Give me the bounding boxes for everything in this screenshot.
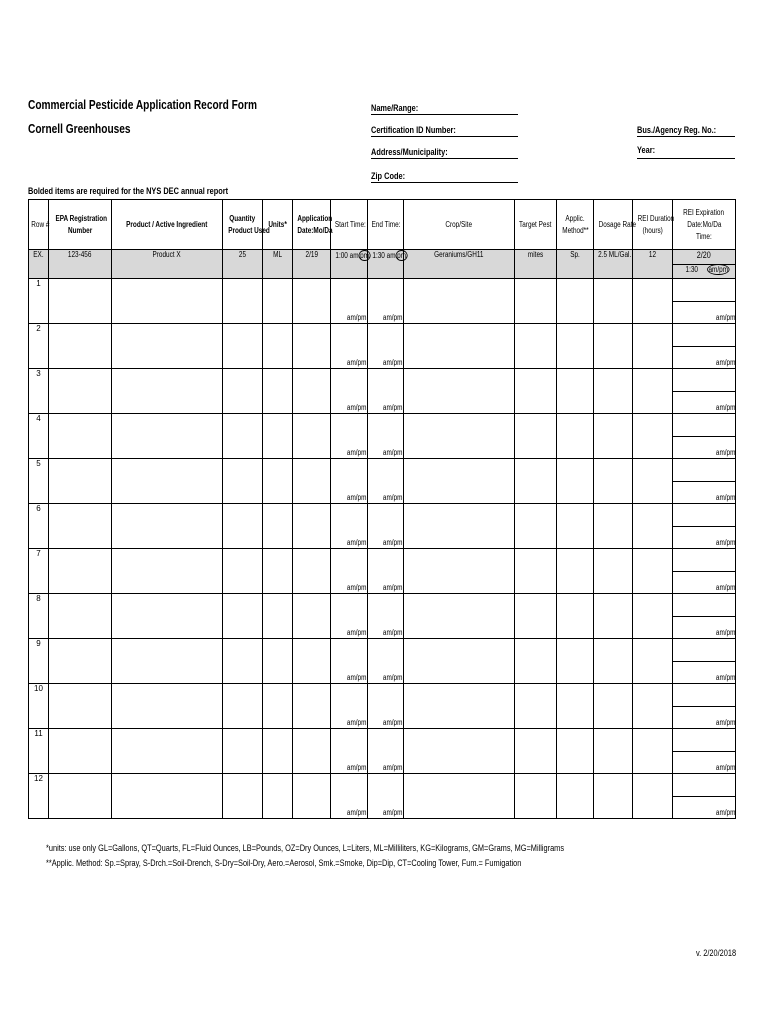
dosage-cell[interactable] (594, 414, 633, 459)
record-row (29, 729, 736, 774)
version-label: v. 2/20/2018 (696, 948, 737, 958)
start-time-cell[interactable] (331, 369, 368, 414)
epa-cell[interactable] (49, 324, 112, 369)
method-cell[interactable] (557, 729, 594, 774)
ampm-label: am/pm (382, 313, 402, 322)
product-cell[interactable] (112, 684, 223, 729)
expiration-date-cell[interactable] (673, 459, 735, 482)
ampm-label: am/pm (715, 583, 735, 592)
units-cell[interactable] (263, 594, 293, 639)
target-pest-cell[interactable] (515, 774, 557, 819)
expiration-date-cell[interactable] (673, 414, 735, 437)
ampm-label: am/pm (715, 448, 735, 457)
ampm-label: am/pm (715, 808, 735, 817)
crop-site-cell[interactable] (404, 459, 515, 504)
product-cell[interactable] (112, 729, 223, 774)
target-pest-cell[interactable] (515, 324, 557, 369)
expiration-date-cell[interactable] (673, 504, 735, 527)
ampm-label: am/pm (382, 448, 402, 457)
target-pest-cell[interactable] (515, 414, 557, 459)
quantity-cell[interactable] (223, 639, 263, 684)
units-cell[interactable] (263, 684, 293, 729)
epa-cell[interactable] (49, 279, 112, 324)
crop-site-cell[interactable] (404, 324, 515, 369)
row-number: 9 (29, 639, 49, 684)
epa-cell[interactable] (49, 504, 112, 549)
record-row (29, 459, 736, 504)
end-time-cell[interactable] (368, 549, 404, 594)
expiration-time-cell[interactable] (673, 481, 735, 503)
crop-site-cell[interactable] (404, 414, 515, 459)
target-pest-cell[interactable] (515, 459, 557, 504)
dosage-cell[interactable] (594, 324, 633, 369)
date-cell[interactable] (293, 639, 331, 684)
epa-cell[interactable] (49, 729, 112, 774)
row-number: 12 (29, 774, 49, 819)
record-row (29, 369, 736, 414)
expiration-date-cell[interactable] (673, 324, 735, 347)
record-row (29, 549, 736, 594)
epa-cell[interactable] (49, 459, 112, 504)
required-note: Bolded items are required for the NYS DEC annual report (28, 186, 229, 196)
end-time-cell[interactable] (368, 639, 404, 684)
col-quantity: Quantity Product Used (223, 200, 263, 250)
target-pest-cell[interactable] (515, 639, 557, 684)
example-quantity: 25 (223, 250, 263, 279)
expiration-time-cell[interactable] (673, 661, 735, 683)
dosage-cell[interactable] (594, 369, 633, 414)
example-end-time: 1:30 am pm (368, 250, 404, 279)
crop-site-cell[interactable] (404, 639, 515, 684)
product-cell[interactable] (112, 594, 223, 639)
expiration-time-cell[interactable] (673, 391, 735, 413)
row-number: 3 (29, 369, 49, 414)
row-number: 10 (29, 684, 49, 729)
rei-duration-cell[interactable] (633, 279, 673, 324)
ampm-label: am/pm (382, 808, 402, 817)
ampm-label: am/pm (715, 628, 735, 637)
ampm-label: am/pm (346, 628, 366, 637)
method-cell[interactable] (557, 774, 594, 819)
rei-duration-cell[interactable] (633, 414, 673, 459)
target-pest-cell[interactable] (515, 504, 557, 549)
header-row (29, 200, 736, 250)
date-cell[interactable] (293, 729, 331, 774)
quantity-cell[interactable] (223, 729, 263, 774)
date-cell[interactable] (293, 504, 331, 549)
start-time-cell[interactable] (331, 684, 368, 729)
example-rei: 12 (633, 250, 673, 279)
epa-cell[interactable] (49, 369, 112, 414)
col-application-date: Application Date:Mo/Da (293, 200, 331, 250)
dosage-cell[interactable] (594, 549, 633, 594)
date-cell[interactable] (293, 774, 331, 819)
expiration-date-cell[interactable] (673, 774, 735, 797)
example-crop: Geraniums/GH11 (404, 250, 515, 279)
product-cell[interactable] (112, 369, 223, 414)
example-dosage: 2.5 ML/Gal. (594, 250, 633, 279)
epa-cell[interactable] (49, 774, 112, 819)
ampm-label: am/pm (346, 718, 366, 727)
rei-expiration-cell[interactable] (673, 414, 736, 459)
epa-cell[interactable] (49, 594, 112, 639)
rei-duration-cell[interactable] (633, 639, 673, 684)
product-cell[interactable] (112, 504, 223, 549)
quantity-cell[interactable] (223, 459, 263, 504)
dosage-cell[interactable] (594, 774, 633, 819)
ampm-label: am/pm (346, 313, 366, 322)
ampm-label: am/pm (346, 583, 366, 592)
crop-site-cell[interactable] (404, 504, 515, 549)
expiration-time-cell[interactable] (673, 616, 735, 638)
pm-circle: pm (397, 251, 407, 260)
rei-duration-cell[interactable] (633, 504, 673, 549)
expiration-date-cell[interactable] (673, 684, 735, 707)
end-time-cell[interactable] (368, 684, 404, 729)
ampm-label: am/pm (346, 763, 366, 772)
ampm-label: am/pm (715, 358, 735, 367)
row-number: 4 (29, 414, 49, 459)
target-pest-cell[interactable] (515, 729, 557, 774)
ampm-label: am/pm (382, 538, 402, 547)
example-start-time: 1:00 am pm (331, 250, 368, 279)
rei-duration-cell[interactable] (633, 774, 673, 819)
dosage-cell[interactable] (594, 459, 633, 504)
date-cell[interactable] (293, 549, 331, 594)
expiration-time-cell[interactable] (673, 436, 735, 458)
row-number: 7 (29, 549, 49, 594)
example-date: 2/19 (293, 250, 331, 279)
start-time-cell[interactable] (331, 594, 368, 639)
start-time-cell[interactable] (331, 549, 368, 594)
rei-expiration-cell[interactable] (673, 639, 736, 684)
certification-id-input[interactable] (371, 136, 518, 137)
ampm-label: am/pm (382, 493, 402, 502)
zip-code-input[interactable] (371, 182, 518, 183)
method-cell[interactable] (557, 414, 594, 459)
form-title: Commercial Pesticide Application Record Form (28, 97, 257, 112)
name-range-label: Name/Range: (371, 103, 419, 113)
row-number: 2 (29, 324, 49, 369)
quantity-cell[interactable] (223, 594, 263, 639)
start-time-cell[interactable] (331, 504, 368, 549)
dosage-cell[interactable] (594, 729, 633, 774)
expiration-date-cell[interactable] (673, 279, 735, 302)
row-number: 8 (29, 594, 49, 639)
example-epa: 123-456 (49, 250, 112, 279)
ampm-label: am/pm (382, 358, 402, 367)
target-pest-cell[interactable] (515, 594, 557, 639)
record-row (29, 324, 736, 369)
name-range-input[interactable] (371, 114, 518, 115)
target-pest-cell[interactable] (515, 684, 557, 729)
target-pest-cell[interactable] (515, 369, 557, 414)
start-time-cell[interactable] (331, 729, 368, 774)
rei-expiration-cell[interactable] (673, 504, 736, 549)
method-cell[interactable] (557, 324, 594, 369)
units-cell[interactable] (263, 369, 293, 414)
dosage-cell[interactable] (594, 684, 633, 729)
row-number: 5 (29, 459, 49, 504)
expiration-time-cell[interactable] (673, 346, 735, 368)
crop-site-cell[interactable] (404, 369, 515, 414)
example-product: Product X (112, 250, 223, 279)
start-time-cell[interactable] (331, 774, 368, 819)
quantity-cell[interactable] (223, 414, 263, 459)
end-time-cell[interactable] (368, 369, 404, 414)
rei-expiration-cell[interactable] (673, 774, 736, 819)
record-row (29, 594, 736, 639)
expiration-date-cell[interactable] (673, 639, 735, 662)
units-cell[interactable] (263, 414, 293, 459)
dosage-cell[interactable] (594, 639, 633, 684)
quantity-cell[interactable] (223, 774, 263, 819)
ampm-label: am/pm (382, 583, 402, 592)
method-cell[interactable] (557, 459, 594, 504)
expiration-time-cell[interactable] (673, 706, 735, 728)
example-exp-date: 2/20 (673, 250, 735, 265)
row-number: 11 (29, 729, 49, 774)
units-cell[interactable] (263, 504, 293, 549)
end-time-cell[interactable] (368, 459, 404, 504)
product-cell[interactable] (112, 414, 223, 459)
crop-site-cell[interactable] (404, 279, 515, 324)
quantity-cell[interactable] (223, 549, 263, 594)
date-cell[interactable] (293, 279, 331, 324)
method-cell[interactable] (557, 639, 594, 684)
ampm-label: am/pm (382, 403, 402, 412)
ampm-label: am/pm (382, 718, 402, 727)
units-footnote: *units: use only GL=Gallons, QT=Quarts, FL=Fluid Ounces, LB=Pounds, OZ=Dry Ounces, L=Liters, ML=Milliliters, KG=Kilograms, GM=Grams, MG=Milligrams (46, 843, 565, 853)
start-time-cell[interactable] (331, 459, 368, 504)
example-pest: mites (515, 250, 557, 279)
quantity-cell[interactable] (223, 504, 263, 549)
epa-cell[interactable] (49, 639, 112, 684)
example-row (29, 250, 736, 279)
record-row (29, 279, 736, 324)
ampm-label: am/pm (715, 403, 735, 412)
end-time-cell[interactable] (368, 594, 404, 639)
date-cell[interactable] (293, 414, 331, 459)
col-row-number: Row # (29, 200, 49, 250)
example-expiration (673, 250, 736, 279)
rei-expiration-cell[interactable] (673, 459, 736, 504)
expiration-time-cell[interactable] (673, 751, 735, 773)
start-time-cell[interactable] (331, 639, 368, 684)
ampm-label: am/pm (382, 673, 402, 682)
methods-footnote: **Applic. Method: Sp.=Spray, S-Drch.=Soil-Drench, S-Dry=Soil-Dry, Aero.=Aerosol, Smk.=Smoke, Dip=Dip, CT=Cooling Tower, Fum.= Fumigation (46, 858, 522, 868)
end-time-cell[interactable] (368, 414, 404, 459)
ampm-label: am/pm (715, 313, 735, 322)
units-cell[interactable] (263, 729, 293, 774)
crop-site-cell[interactable] (404, 774, 515, 819)
product-cell[interactable] (112, 549, 223, 594)
end-time-cell[interactable] (368, 774, 404, 819)
units-cell[interactable] (263, 549, 293, 594)
target-pest-cell[interactable] (515, 279, 557, 324)
epa-cell[interactable] (49, 684, 112, 729)
method-cell[interactable] (557, 594, 594, 639)
dosage-cell[interactable] (594, 504, 633, 549)
method-cell[interactable] (557, 369, 594, 414)
col-dosage-rate: Dosage Rate (594, 200, 633, 250)
col-rei-expiration: REI Expiration Date:Mo/Da Time: (673, 200, 736, 250)
record-row (29, 774, 736, 819)
application-record-table (28, 199, 736, 819)
date-cell[interactable] (293, 459, 331, 504)
example-label: EX. (29, 250, 49, 279)
rei-expiration-cell[interactable] (673, 684, 736, 729)
ampm-label: am/pm (715, 538, 735, 547)
organization-name: Cornell Greenhouses (28, 121, 131, 136)
ampm-label: am/pm (346, 403, 366, 412)
rei-expiration-cell[interactable] (673, 324, 736, 369)
rei-expiration-cell[interactable] (673, 369, 736, 414)
date-cell[interactable] (293, 369, 331, 414)
rei-duration-cell[interactable] (633, 459, 673, 504)
crop-site-cell[interactable] (404, 549, 515, 594)
example-units: ML (263, 250, 293, 279)
year-label: Year: (637, 145, 656, 155)
col-end-time: End Time: (368, 200, 404, 250)
ampm-label: am/pm (715, 763, 735, 772)
ampm-label: am/pm (715, 718, 735, 727)
method-cell[interactable] (557, 549, 594, 594)
rei-duration-cell[interactable] (633, 324, 673, 369)
expiration-time-cell[interactable] (673, 571, 735, 593)
product-cell[interactable] (112, 639, 223, 684)
rei-expiration-cell[interactable] (673, 279, 736, 324)
ampm-label: am/pm (346, 493, 366, 502)
product-cell[interactable] (112, 324, 223, 369)
units-cell[interactable] (263, 279, 293, 324)
units-cell[interactable] (263, 639, 293, 684)
row-number: 1 (29, 279, 49, 324)
rei-duration-cell[interactable] (633, 729, 673, 774)
crop-site-cell[interactable] (404, 594, 515, 639)
col-rei-duration: REI Duration (hours) (633, 200, 673, 250)
target-pest-cell[interactable] (515, 549, 557, 594)
method-cell[interactable] (557, 684, 594, 729)
rei-expiration-cell[interactable] (673, 594, 736, 639)
start-time-cell[interactable] (331, 414, 368, 459)
date-cell[interactable] (293, 684, 331, 729)
year-input[interactable] (637, 158, 735, 159)
rei-duration-cell[interactable] (633, 549, 673, 594)
dosage-cell[interactable] (594, 594, 633, 639)
end-time-cell[interactable] (368, 279, 404, 324)
epa-cell[interactable] (49, 549, 112, 594)
quantity-cell[interactable] (223, 684, 263, 729)
ampm-label: am/pm (382, 763, 402, 772)
record-row (29, 639, 736, 684)
col-applic-method: Applic. Method** (557, 200, 594, 250)
crop-site-cell[interactable] (404, 729, 515, 774)
end-time-cell[interactable] (368, 729, 404, 774)
ampm-label: am/pm (715, 673, 735, 682)
expiration-date-cell[interactable] (673, 729, 735, 752)
expiration-date-cell[interactable] (673, 549, 735, 572)
date-cell[interactable] (293, 594, 331, 639)
col-target-pest: Target Pest (515, 200, 557, 250)
ampm-label: am/pm (346, 538, 366, 547)
address-label: Address/Municipality: (371, 147, 448, 157)
units-cell[interactable] (263, 324, 293, 369)
method-cell[interactable] (557, 504, 594, 549)
expiration-time-cell[interactable] (673, 796, 735, 818)
ampm-label: am/pm (346, 808, 366, 817)
col-units: Units* (263, 200, 293, 250)
zip-code-label: Zip Code: (371, 171, 406, 181)
start-time-cell[interactable] (331, 279, 368, 324)
example-method: Sp. (557, 250, 594, 279)
quantity-cell[interactable] (223, 279, 263, 324)
expiration-date-cell[interactable] (673, 369, 735, 392)
pm-circle: pm (360, 251, 370, 260)
rei-duration-cell[interactable] (633, 684, 673, 729)
row-number: 6 (29, 504, 49, 549)
address-input[interactable] (371, 158, 518, 159)
ampm-label: am/pm (346, 448, 366, 457)
method-cell[interactable] (557, 279, 594, 324)
units-cell[interactable] (263, 459, 293, 504)
product-cell[interactable] (112, 279, 223, 324)
expiration-date-cell[interactable] (673, 594, 735, 617)
ampm-label: am/pm (382, 628, 402, 637)
bus-agency-input[interactable] (637, 136, 735, 137)
record-row (29, 504, 736, 549)
col-product: Product / Active Ingredient (112, 200, 223, 250)
dosage-cell[interactable] (594, 279, 633, 324)
ampm-label: am/pm (346, 358, 366, 367)
units-cell[interactable] (263, 774, 293, 819)
rei-expiration-cell[interactable] (673, 549, 736, 594)
record-row (29, 414, 736, 459)
certification-id-label: Certification ID Number: (371, 125, 456, 135)
product-cell[interactable] (112, 774, 223, 819)
example-exp-time: 1:30 am/pm (685, 265, 728, 274)
end-time-cell[interactable] (368, 504, 404, 549)
end-time-cell[interactable] (368, 324, 404, 369)
date-cell[interactable] (293, 324, 331, 369)
col-epa-registration: EPA Registration Number (49, 200, 112, 250)
rei-duration-cell[interactable] (633, 369, 673, 414)
ampm-label: am/pm (715, 493, 735, 502)
rei-duration-cell[interactable] (633, 594, 673, 639)
ampm-label: am/pm (346, 673, 366, 682)
bus-agency-label: Bus./Agency Reg. No.: (637, 125, 717, 135)
col-start-time: Start Time: (331, 200, 368, 250)
rei-expiration-cell[interactable] (673, 729, 736, 774)
quantity-cell[interactable] (223, 324, 263, 369)
expiration-time-cell[interactable] (673, 301, 735, 323)
record-row (29, 684, 736, 729)
epa-cell[interactable] (49, 414, 112, 459)
col-crop-site: Crop/Site (404, 200, 515, 250)
crop-site-cell[interactable] (404, 684, 515, 729)
start-time-cell[interactable] (331, 324, 368, 369)
product-cell[interactable] (112, 459, 223, 504)
quantity-cell[interactable] (223, 369, 263, 414)
expiration-time-cell[interactable] (673, 526, 735, 548)
